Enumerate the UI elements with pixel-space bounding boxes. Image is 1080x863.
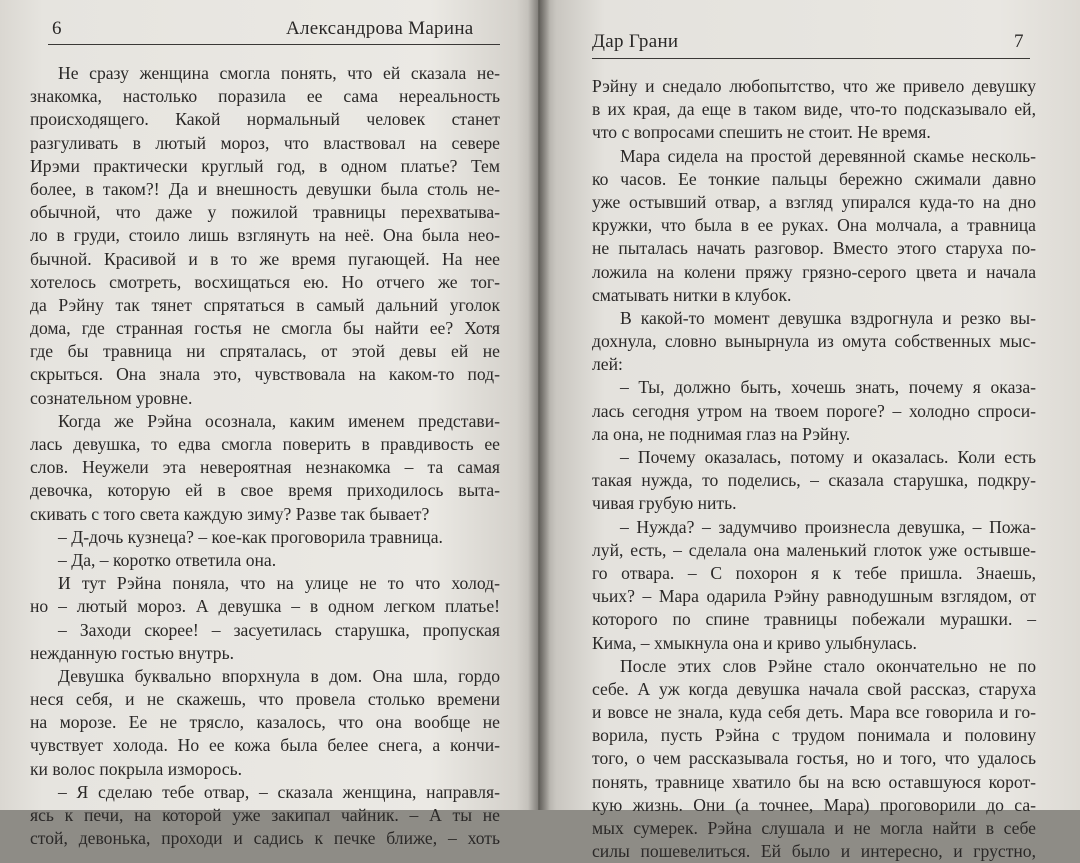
text-line: происходящего. Какой нормальный человек станет [30,109,500,130]
text-line: – Заходи скорее! – засуетилась старушка, пропуская [58,619,500,640]
text-line: ясь к печи, на которой уже закипал чайник. – А ты не [30,805,500,825]
text-line: сматывать нитки в клубок. [592,284,792,305]
text-line: и вовсе не знала, куда себя деть. Мара все говорила и го- [592,702,1036,723]
text-line: не пыталась начать разговор. Вместо этого старуха по- [592,238,1036,259]
text-line: – Нужда? – задумчиво произнесла девушка, – Пожа- [620,516,1036,537]
text-line: бычной. Красивой и в то же время пугающей. На нее [30,248,500,269]
text-line: Ирэми практически круглый год, в одном платье? Тем [30,155,500,176]
text-line: уже остывший отвар, а взгляд упирался куда-то на дно [592,191,1036,212]
text-line: ло в груди, стоило лишь взглянуть на неё. Она была нео- [30,225,500,246]
text-line: го отвара. – С похорон я к тебе пришла. Знаешь, [592,562,1036,583]
text-line: да Рэйну так тянет спрятаться в самый дальний уголок [30,294,500,315]
text-line: обычной, что даже у пожилой травницы перехватыва- [30,202,500,223]
text-line: девочка, которую ей в свое время приходилось выта- [30,480,500,501]
text-line: ложила на колени пряжу грязно-серого цвета и начала [592,261,1036,282]
text-line: но – лютый мороз. А девушка – в одном легком платье! [30,596,500,617]
text-line: силы пошевелиться. Ей было и интересно, и грустно, [592,841,1036,862]
text-line: чувствует холода. Но ее кожа была белее снега, а кончи- [30,735,500,756]
text-line: ки волос покрыла изморось. [30,758,243,779]
text-line: в их края, да еще в таком виде, что-то подсказывало ей, [592,99,1036,120]
text-line: хотелось смотреть, восхищаться ею. Но отчего же тог- [30,271,500,292]
text-line: – Я сделаю тебе отвар, – сказала женщина, направля- [58,781,500,802]
right-header-rule [592,58,1030,59]
text-line: Когда же Рэйна осознала, каким именем представи- [58,410,500,431]
text-line: чьих? – Мара одарила Рэйну равнодушным взглядом, от [592,586,1036,607]
text-line: стой, девонька, проходи и садись к печке ближе, – хоть [30,828,500,849]
text-line: скивать с того света каждую зиму? Разве так бывает? [30,503,430,524]
text-line: что с вопросами спешить не стоит. Не время. [592,122,931,143]
text-line: – Да, – коротко ответила она. [58,549,277,570]
text-line: слов. Неужели эта невероятная незнакомка – та самая [30,457,500,478]
left-page [0,0,538,849]
text-line: нежданную гостью внутрь. [30,642,235,663]
text-line: лась девушка, то едва смогла поверить в правдивость ее [30,434,500,454]
text-line: сознательном уровне. [30,387,193,408]
right-page-number: 7 [1014,31,1024,52]
left-body-text [30,62,500,850]
left-header-rule [48,44,500,45]
text-line: разгуливать в лютый мороз, что властвовал на севере [30,132,500,153]
text-line: Девушка буквально впорхнула в дом. Она шла, гордо [58,665,500,686]
right-body-text [592,75,1036,863]
text-line: себе. А уж когда девушка начала свой рассказ, старуха [592,678,1036,699]
text-line: понять, травнице хватило бы на всю оставшуюся корот- [592,771,1036,792]
text-line: скрыться. Она знала это, чувствовала на каком-то под- [30,364,500,385]
text-line: того, о чем рассказывала гостья, но и того, что удалось [592,748,1036,769]
text-line: лась сегодня утром на твоем пороге? – холодно спроси- [592,400,1036,421]
left-page-number: 6 [52,18,62,39]
text-line: дома, где странная гостья не смогла бы найти ее? Хотя [30,318,500,339]
text-line: Кима, – хмыкнула она и криво улыбнулась. [592,632,917,653]
text-line: которого по спине травницы побежали мурашки. – [592,609,1036,630]
text-line: – Ты, должно быть, хочешь знать, почему я оказа- [620,377,1036,398]
text-line: такая нужда, то поделись, – сказала старушка, подкру- [592,470,1036,491]
right-page [540,0,1080,862]
text-line: знакомка, настолько поразила ее сама нереальность [30,86,500,107]
text-line: кую жизнь. Они (а точнее, Мара) проговорили до са- [592,794,1036,815]
text-line: где бы травница ни спряталась, от этой девы ей не [30,341,500,362]
text-line: ко часов. Ее тонкие пальцы бережно сжимали давно [592,168,1036,189]
text-line: дохнула, словно вынырнула из омута собственных мыс- [592,331,1036,352]
text-line: После этих слов Рэйне стало окончательно не по [620,655,1036,676]
text-line: кружки, что была в ее руках. Она молчала, а травница [592,215,1036,236]
text-line: Рэйну и снедало любопытство, что же привело девушку [592,76,1036,96]
text-line: неся себя, и не скажешь, что провела столько времени [30,689,500,710]
text-line: – Д-дочь кузнеца? – кое-как проговорила травница. [58,526,443,547]
text-line: чивая грубую нить. [592,493,737,514]
text-line: В какой-то момент девушка вздрогнула и резко вы- [620,307,1036,328]
text-line: мых сумерек. Рэйна слушала и не могла найти в себе [592,818,1036,838]
text-line: на морозе. Ее не трясло, казалось, что она вообще не [30,712,500,733]
text-line: лей: [592,354,623,375]
right-running-head: Дар Грани [592,31,679,52]
text-line: ворила, пусть Рэйна с трудом понимала и половину [592,725,1036,746]
text-line: луй, есть, – сделала она маленький глоток уже остывше- [592,539,1036,560]
book-spine-shadow [528,0,550,810]
text-line: ла она, не поднимая глаз на Рэйну. [592,423,851,444]
text-line: более, в таком?! Да и внешность девушки была столь не- [30,178,500,199]
left-running-head: Александрова Марина [286,18,474,39]
text-line: Мара сидела на простой деревянной скамье несколь- [620,145,1036,166]
text-line: – Почему оказалась, потому и оказалась. Коли есть [620,447,1036,467]
text-line: И тут Рэйна поняла, что на улице не то что холод- [58,573,500,594]
text-line: Не сразу женщина смогла понять, что ей сказала не- [58,63,500,83]
